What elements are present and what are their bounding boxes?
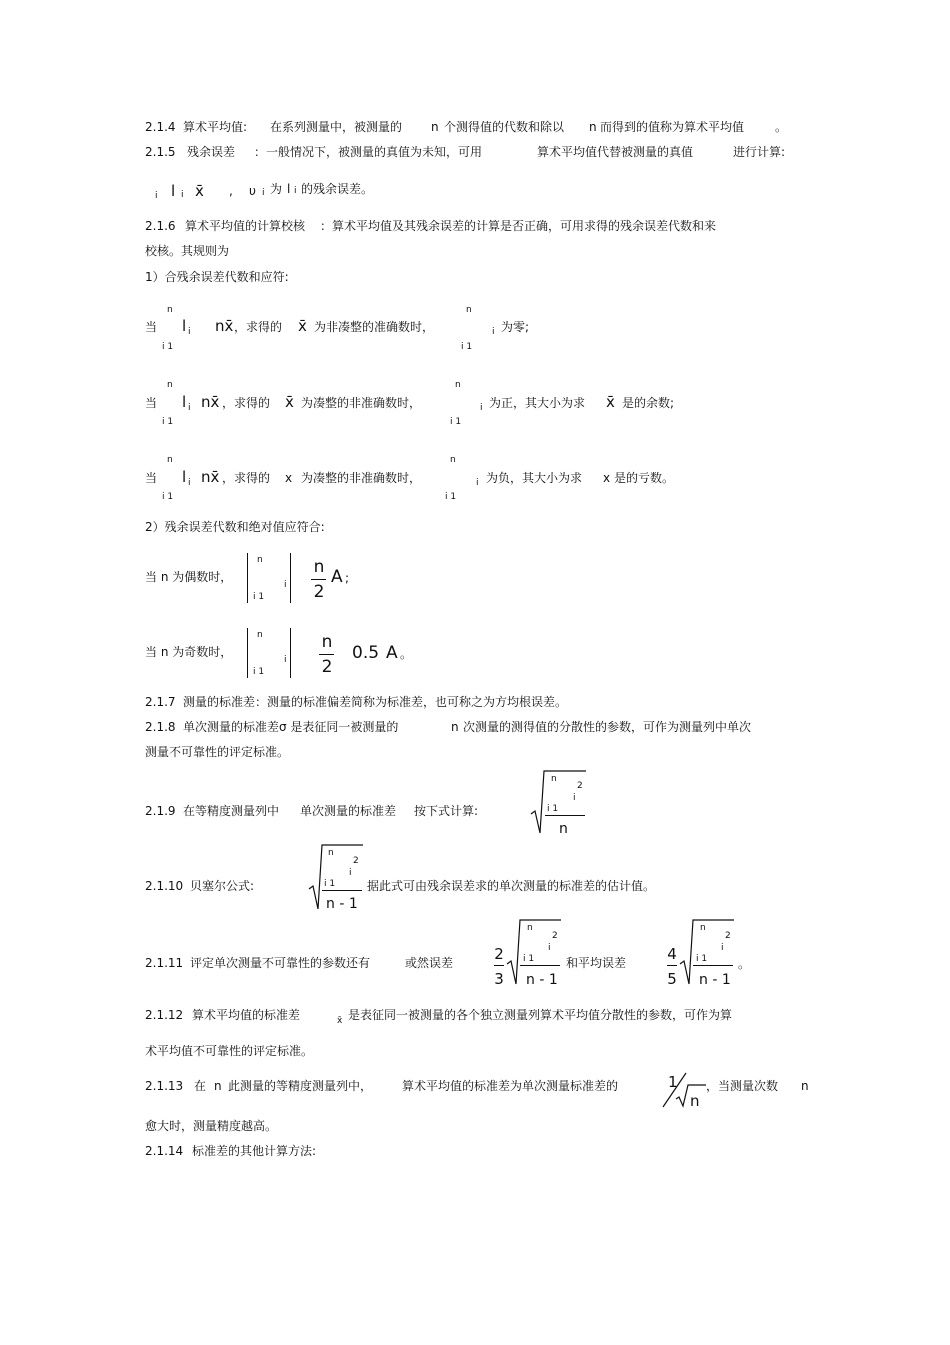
symbol-x: x <box>603 471 611 485</box>
text: 为正，其大小为求 <box>489 396 586 410</box>
text: 在 <box>194 1079 207 1093</box>
text: 算术平均值的标准差为单次测量标准差的 <box>402 1079 619 1093</box>
sum-lower: i 1 <box>547 804 559 814</box>
text: 。 <box>400 647 413 661</box>
sum-upper: n <box>551 774 557 784</box>
sum-lower: i 1 <box>162 492 174 502</box>
text: 按下式计算: <box>414 804 479 818</box>
text: 算术平均值的标准差 <box>192 1008 301 1022</box>
text: 为凑整的非准确数时， <box>301 396 422 410</box>
text: 贝塞尔公式: <box>190 879 255 893</box>
symbol-nx-bar: nx̄ <box>201 393 220 411</box>
subscript: i <box>480 403 483 413</box>
symbol-n: n <box>801 1079 809 1093</box>
subscript: i <box>721 943 724 953</box>
symbol-n: n <box>214 1079 222 1093</box>
symbol-l: l <box>182 468 187 486</box>
symbol-l: l <box>182 393 187 411</box>
text: 此测量的等精度测量列中， <box>228 1079 373 1093</box>
superscript: 2 <box>353 856 359 866</box>
symbol-x-bar: x̄ <box>298 317 307 335</box>
rule-2-label: 2）残余误差代数和绝对值应符合: <box>145 520 325 534</box>
sum-lower: i 1 <box>324 879 336 889</box>
text: 是的余数; <box>622 396 675 410</box>
fraction-bar <box>322 890 362 891</box>
subscript: i <box>476 478 479 488</box>
text: ，求得的 <box>222 471 271 485</box>
sum-upper: n <box>455 380 461 390</box>
text: 在系列测量中，被测量的 <box>270 120 403 134</box>
abs-bar-left <box>247 628 248 678</box>
section-number: 2.1.8 <box>145 720 176 734</box>
subscript: i <box>155 191 158 201</box>
symbol-A: A <box>386 643 398 663</box>
section-number: 2.1.12 <box>145 1008 184 1022</box>
symbol-l: l <box>171 182 176 200</box>
text: 。 <box>738 957 751 971</box>
text: 据此式可由残余误差求的单次测量的标准差的估计值。 <box>367 879 656 893</box>
sum-upper: n <box>167 455 173 465</box>
text: 是表征同一被测量的各个独立测量列算术平均值分散性的参数，可作为算 <box>348 1008 733 1022</box>
text: 当 <box>145 396 158 410</box>
sum-lower: i 1 <box>450 417 462 427</box>
subscript: i <box>349 868 352 878</box>
section-title: 算术平均值: <box>183 120 248 134</box>
text: 为 <box>270 182 283 196</box>
abs-bar-right <box>290 553 291 603</box>
symbol-n: n <box>690 1092 700 1110</box>
sum-lower: i 1 <box>445 492 457 502</box>
fraction-denominator: n - 1 <box>526 972 558 988</box>
fraction-bar <box>545 815 585 816</box>
sum-upper: n <box>167 380 173 390</box>
fraction-denominator: n - 1 <box>326 896 358 912</box>
subscript: i <box>284 655 287 665</box>
coef-denominator: 3 <box>494 970 504 988</box>
sum-lower: i 1 <box>162 417 174 427</box>
text: ; <box>345 571 350 585</box>
section-number: 2.1.9 <box>145 804 176 818</box>
text: 当 n 为奇数时， <box>145 645 233 659</box>
sum-lower: i 1 <box>253 592 265 602</box>
symbol-x-bar: x̄ <box>606 393 615 411</box>
text: 测量的标准差：测量的标准偏差简称为标准差，也可称之为方均根误差。 <box>183 695 568 709</box>
coef-denominator: 5 <box>667 970 677 988</box>
text: 或然误差 <box>405 956 454 970</box>
symbol-x-bar: x̄ <box>195 182 204 200</box>
sum-upper: n <box>257 555 263 565</box>
text: ，当测量次数 <box>706 1079 779 1093</box>
superscript: 2 <box>577 781 583 791</box>
subscript: i <box>188 327 191 337</box>
sum-upper: n <box>328 848 334 858</box>
subscript: i <box>188 478 191 488</box>
text: 评定单次测量不可靠性的参数还有 <box>190 956 371 970</box>
text: 为负，其大小为求 <box>486 471 583 485</box>
text: 测量不可靠性的评定标准。 <box>145 745 290 759</box>
text: ：算术平均值及其残余误差的计算是否正确，可用求得的残余误差代数和来 <box>320 219 717 233</box>
constant: 0.5 <box>352 643 380 663</box>
fraction-bar <box>520 965 560 966</box>
section-title: 残余误差 <box>187 145 236 159</box>
text: 的残余误差。 <box>301 182 374 196</box>
text: 个测得值的代数和除以 <box>444 120 565 134</box>
sum-upper: n <box>466 305 472 315</box>
symbol-upsilon: υ <box>249 184 256 198</box>
text: 。 <box>775 120 788 134</box>
symbol-n: n <box>431 120 439 134</box>
sum-upper: n <box>700 923 706 933</box>
superscript: 2 <box>725 931 731 941</box>
sum-upper: n <box>167 305 173 315</box>
fraction-denominator: n <box>559 821 568 837</box>
text: 单次测量的标准差 <box>300 804 397 818</box>
slash-sqrt-sign <box>660 1071 708 1109</box>
subscript: i <box>548 943 551 953</box>
sum-upper: n <box>450 455 456 465</box>
section-number: 2.1.6 <box>145 219 176 233</box>
text: 和平均误差 <box>566 956 627 970</box>
text: 标准差的其他计算方法: <box>192 1144 317 1158</box>
text: ，求得的 <box>222 396 271 410</box>
text: 算术平均值代替被测量的真值 <box>537 145 694 159</box>
fraction-bar <box>311 579 326 580</box>
subscript-x-bar: x̄ <box>337 1016 343 1026</box>
subscript: i <box>262 188 265 198</box>
sum-lower: i 1 <box>461 342 473 352</box>
text: 次测量的测得值的分散性的参数，可作为测量列中单次 <box>463 720 752 734</box>
sum-upper: n <box>257 630 263 640</box>
fraction-denominator: n - 1 <box>699 972 731 988</box>
section-title: 算术平均值的计算校核 <box>185 219 306 233</box>
fraction-bar <box>319 654 334 655</box>
symbol-nx-bar: nx̄ <box>215 317 234 335</box>
section-number: 2.1.7 <box>145 695 176 709</box>
coef-numerator: 2 <box>494 945 504 963</box>
sum-upper: n <box>527 923 533 933</box>
coef-numerator: 4 <box>667 945 677 963</box>
section-number: 2.1.4 <box>145 120 176 134</box>
fraction-bar <box>693 965 733 966</box>
comma: , <box>229 184 233 198</box>
text: 当 n 为偶数时， <box>145 570 233 584</box>
sum-lower: i 1 <box>162 342 174 352</box>
one-over: 1 <box>668 1073 678 1091</box>
subscript: i <box>573 793 576 803</box>
fraction-numerator: n <box>321 632 333 652</box>
symbol-A: A <box>331 567 343 587</box>
text: ：一般情况下，被测量的真值为未知，可用 <box>254 145 483 159</box>
symbol-l: l <box>182 317 187 335</box>
text: 当 <box>145 471 158 485</box>
symbol-x: x <box>285 471 293 485</box>
section-number: 2.1.14 <box>145 1144 184 1158</box>
text: 为凑整的非准确数时， <box>301 471 422 485</box>
text: ，求得的 <box>234 320 283 334</box>
text: 校核。其规则为 <box>145 244 230 258</box>
symbol-x-bar: x̄ <box>285 393 294 411</box>
text: 进行计算: <box>733 145 786 159</box>
sum-lower: i 1 <box>696 954 708 964</box>
text: 单次测量的标准差σ 是表征同一被测量的 <box>183 720 399 734</box>
subscript: i <box>188 403 191 413</box>
sum-lower: i 1 <box>523 954 535 964</box>
subscript: i <box>284 580 287 590</box>
coef-bar <box>667 965 677 966</box>
text: 为零; <box>501 320 530 334</box>
symbol-nx-bar: nx̄ <box>201 468 220 486</box>
rule-1-label: 1）合残余误差代数和应符: <box>145 270 289 284</box>
superscript: 2 <box>552 931 558 941</box>
fraction-numerator: n <box>313 557 325 577</box>
text: 愈大时，测量精度越高。 <box>145 1119 278 1133</box>
text: 而得到的值称为算术平均值 <box>600 120 745 134</box>
section-number: 2.1.10 <box>145 879 184 893</box>
symbol-n: n <box>451 720 459 734</box>
text: 为非凑整的准确数时， <box>314 320 435 334</box>
section-number: 2.1.5 <box>145 145 176 159</box>
section-number: 2.1.11 <box>145 956 184 970</box>
text: 当 <box>145 320 158 334</box>
subscript: i <box>294 186 297 196</box>
subscript: i <box>181 190 184 200</box>
fraction-denominator: 2 <box>321 657 333 677</box>
sum-lower: i 1 <box>253 667 265 677</box>
abs-bar-left <box>247 553 248 603</box>
text: 是的亏数。 <box>614 471 675 485</box>
text: 在等精度测量列中 <box>183 804 280 818</box>
symbol-n: n <box>589 120 597 134</box>
text: 术平均值不可靠性的评定标准。 <box>145 1044 314 1058</box>
symbol-l: l <box>287 182 291 196</box>
coef-bar <box>494 965 504 966</box>
fraction-denominator: 2 <box>313 582 325 602</box>
section-number: 2.1.13 <box>145 1079 184 1093</box>
subscript: i <box>492 327 495 337</box>
abs-bar-right <box>290 628 291 678</box>
